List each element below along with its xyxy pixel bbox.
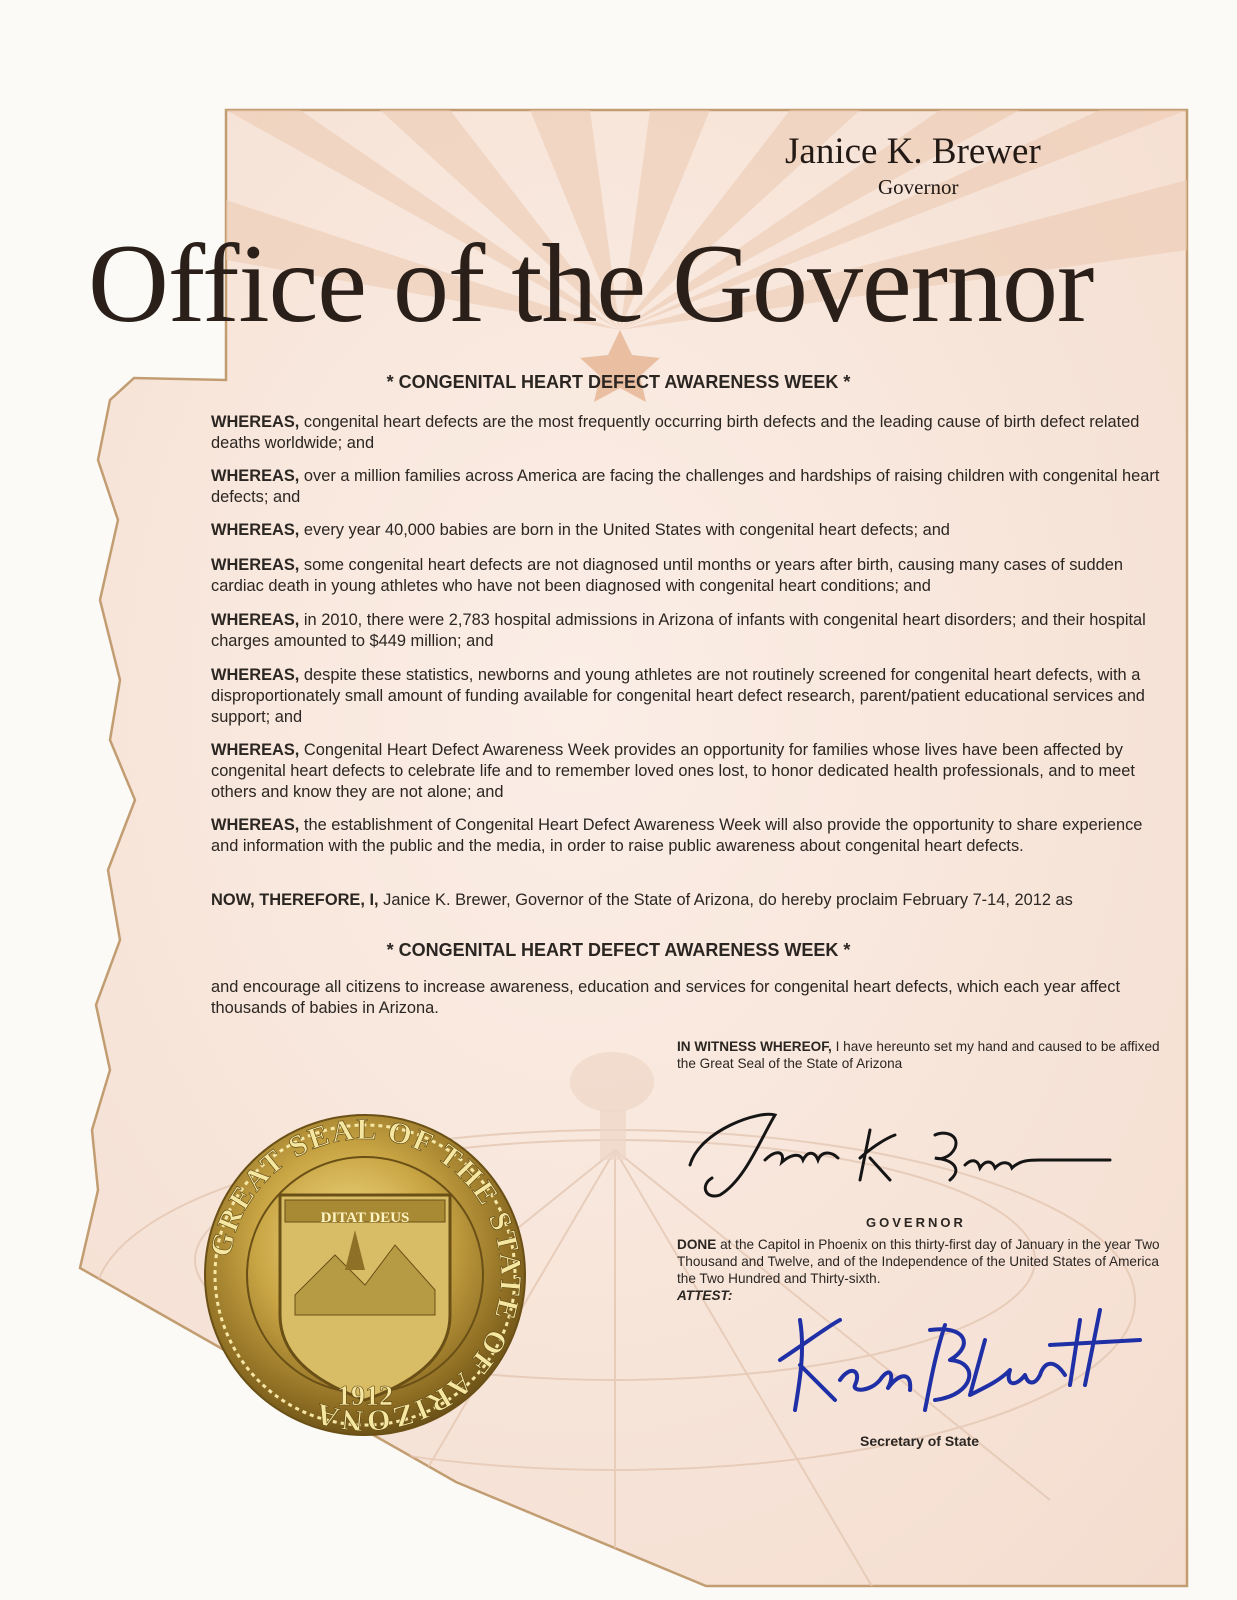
governor-title: Governor <box>878 175 959 199</box>
seal-year: 1912 <box>337 1381 393 1412</box>
seal-ring-text: GREAT SEAL OF THE STATE OF ARIZONA <box>204 1112 528 1438</box>
whereas-paragraph: WHEREAS, Congenital Heart Defect Awareness Week provides an opportunity for families whose lives have been affected by congenital heart defects to celebrate life and to remember loved ones lost, to honor dedicated health professionals, and to meet others and know they are not alone; and <box>211 741 1135 801</box>
governor-signature-label: GOVERNOR <box>866 1215 966 1230</box>
governor-name: Janice K. Brewer <box>785 131 1041 172</box>
whereas-paragraph: WHEREAS, the establishment of Congenital Heart Defect Awareness Week will also provide the opportunity to share experience and information with the public and the media, in order to raise public awareness about congenital heart defects. <box>211 816 1143 855</box>
seal-motto: DITAT DEUS <box>320 1210 410 1226</box>
whereas-paragraph: WHEREAS, some congenital heart defects are not diagnosed until months or years after birth, causing many cases of sudden cardiac death in young athletes who have not been diagnosed with congenital heart conditions; and <box>211 556 1123 595</box>
secretary-of-state-label: Secretary of State <box>860 1433 980 1449</box>
whereas-paragraph: WHEREAS, in 2010, there were 2,783 hospital admissions in Arizona of infants with congenital heart disorders; and their hospital charges amounted to $449 million; and <box>211 611 1146 650</box>
therefore-paragraph: NOW, THEREFORE, I, Janice K. Brewer, Governor of the State of Arizona, do hereby proclaim February 7-14, 2012 as <box>211 891 1073 909</box>
whereas-paragraph: WHEREAS, every year 40,000 babies are born in the United States with congenital heart defects; and <box>211 521 950 539</box>
whereas-paragraph: WHEREAS, despite these statistics, newborns and young athletes are not routinely screened for congenital heart defects, with a disproportionately small amount of funding available for congenital heart defect research, parent/patient educational services and support; and <box>211 666 1145 726</box>
whereas-paragraph: WHEREAS, over a million families across America are facing the challenges and hardships of raising children with congenital heart defects; and <box>211 467 1160 506</box>
office-title: Office of the Governor <box>88 222 1094 346</box>
secretary-signature <box>780 1310 1140 1410</box>
governor-signature <box>690 1114 1110 1196</box>
proclamation-title: * CONGENITAL HEART DEFECT AWARENESS WEEK * <box>386 372 851 392</box>
attest-label: ATTEST: <box>677 1288 733 1303</box>
proclamation-title-repeat: * CONGENITAL HEART DEFECT AWARENESS WEEK * <box>386 940 851 960</box>
whereas-paragraph: WHEREAS, congenital heart defects are the most frequently occurring birth defects and the leading cause of birth defect related deaths worldwide; and <box>211 413 1140 452</box>
done-paragraph: DONE at the Capitol in Phoenix on this thirty-first day of January in the year Two Thousand and Twelve, and of the Independence of the United States of America the Two Hundred and Thirty-sixth. ATTEST: <box>677 1237 1160 1303</box>
closing-paragraph: and encourage all citizens to increase awareness, education and services for congenital heart defects, which each year affect thousands of babies in Arizona. <box>211 978 1120 1017</box>
witness-paragraph: IN WITNESS WHEREOF, I have hereunto set my hand and caused to be affixed the Great Seal of the State of Arizona <box>677 1039 1160 1071</box>
